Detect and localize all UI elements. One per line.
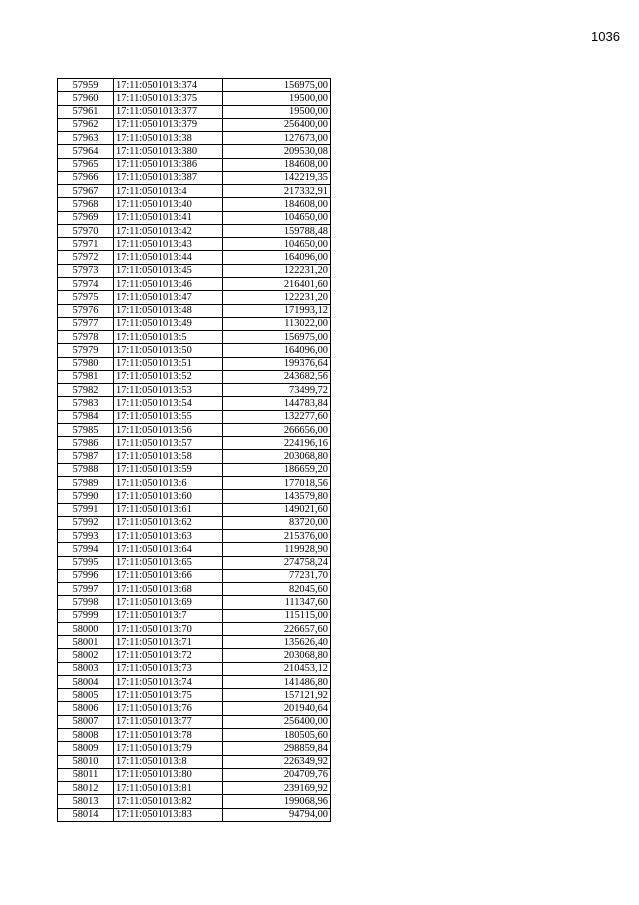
- table-row: [58, 622, 331, 635]
- row-number-cell: 57998: [58, 596, 114, 609]
- row-number-cell: 57988: [58, 463, 114, 476]
- value-cell: 94794,00: [223, 808, 331, 821]
- table-row: [58, 211, 331, 224]
- cadastral-number-cell: 17:11:0501013:59: [114, 463, 223, 476]
- row-number-cell: 57995: [58, 556, 114, 569]
- page-number: 1036: [591, 29, 620, 44]
- value-cell: 156975,00: [223, 79, 331, 92]
- row-number-cell: 58012: [58, 782, 114, 795]
- cadastral-number-cell: 17:11:0501013:45: [114, 264, 223, 277]
- value-cell: 199068,96: [223, 795, 331, 808]
- table-row: [58, 331, 331, 344]
- table-row: [58, 768, 331, 781]
- value-cell: 113022,00: [223, 317, 331, 330]
- cadastral-number-cell: 17:11:0501013:46: [114, 277, 223, 290]
- value-cell: 127673,00: [223, 132, 331, 145]
- value-cell: 243682,56: [223, 370, 331, 383]
- table-row: [58, 357, 331, 370]
- row-number-cell: 57966: [58, 171, 114, 184]
- row-number-cell: 57974: [58, 277, 114, 290]
- value-cell: 73499,72: [223, 384, 331, 397]
- row-number-cell: 57986: [58, 437, 114, 450]
- value-cell: 83720,00: [223, 516, 331, 529]
- value-cell: 201940,64: [223, 702, 331, 715]
- value-cell: 164096,00: [223, 344, 331, 357]
- value-cell: 19500,00: [223, 105, 331, 118]
- value-cell: 226657,60: [223, 622, 331, 635]
- cadastral-number-cell: 17:11:0501013:377: [114, 105, 223, 118]
- table-row: [58, 277, 331, 290]
- value-cell: 215376,00: [223, 530, 331, 543]
- row-number-cell: 58001: [58, 636, 114, 649]
- row-number-cell: 57959: [58, 79, 114, 92]
- row-number-cell: 58004: [58, 675, 114, 688]
- cadastral-number-cell: 17:11:0501013:78: [114, 729, 223, 742]
- cadastral-number-cell: 17:11:0501013:53: [114, 384, 223, 397]
- table-row: [58, 198, 331, 211]
- table-row: [58, 384, 331, 397]
- value-cell: 210453,12: [223, 662, 331, 675]
- table-row: [58, 795, 331, 808]
- cadastral-number-cell: 17:11:0501013:69: [114, 596, 223, 609]
- table-row: [58, 662, 331, 675]
- table-row: [58, 490, 331, 503]
- value-cell: 149021,60: [223, 503, 331, 516]
- cadastral-number-cell: 17:11:0501013:75: [114, 689, 223, 702]
- cadastral-number-cell: 17:11:0501013:81: [114, 782, 223, 795]
- row-number-cell: 57990: [58, 490, 114, 503]
- value-cell: 239169,92: [223, 782, 331, 795]
- row-number-cell: 57967: [58, 185, 114, 198]
- value-cell: 115115,00: [223, 609, 331, 622]
- cadastral-number-cell: 17:11:0501013:73: [114, 662, 223, 675]
- table-row: [58, 397, 331, 410]
- value-cell: 111347,60: [223, 596, 331, 609]
- value-cell: 135626,40: [223, 636, 331, 649]
- value-cell: 256400,00: [223, 715, 331, 728]
- row-number-cell: 57978: [58, 331, 114, 344]
- row-number-cell: 57962: [58, 118, 114, 131]
- table-row: [58, 782, 331, 795]
- value-cell: 203068,80: [223, 450, 331, 463]
- cadastral-number-cell: 17:11:0501013:50: [114, 344, 223, 357]
- cadastral-number-cell: 17:11:0501013:54: [114, 397, 223, 410]
- row-number-cell: 57985: [58, 423, 114, 436]
- row-number-cell: 58000: [58, 622, 114, 635]
- value-cell: 142219,35: [223, 171, 331, 184]
- value-cell: 203068,80: [223, 649, 331, 662]
- row-number-cell: 57982: [58, 384, 114, 397]
- value-cell: 104650,00: [223, 211, 331, 224]
- value-cell: 171993,12: [223, 304, 331, 317]
- cadastral-number-cell: 17:11:0501013:52: [114, 370, 223, 383]
- row-number-cell: 57961: [58, 105, 114, 118]
- cadastral-number-cell: 17:11:0501013:47: [114, 291, 223, 304]
- row-number-cell: 57991: [58, 503, 114, 516]
- table-row: [58, 569, 331, 582]
- row-number-cell: 57968: [58, 198, 114, 211]
- table-row: [58, 556, 331, 569]
- row-number-cell: 57963: [58, 132, 114, 145]
- table-row: [58, 291, 331, 304]
- cadastral-number-cell: 17:11:0501013:43: [114, 238, 223, 251]
- cadastral-number-cell: 17:11:0501013:8: [114, 755, 223, 768]
- row-number-cell: 57992: [58, 516, 114, 529]
- value-cell: 256400,00: [223, 118, 331, 131]
- cadastral-number-cell: 17:11:0501013:40: [114, 198, 223, 211]
- value-cell: 184608,00: [223, 158, 331, 171]
- value-cell: 156975,00: [223, 331, 331, 344]
- value-cell: 184608,00: [223, 198, 331, 211]
- row-number-cell: 57970: [58, 224, 114, 237]
- row-number-cell: 57964: [58, 145, 114, 158]
- row-number-cell: 57960: [58, 92, 114, 105]
- table-row: [58, 238, 331, 251]
- table-row: [58, 224, 331, 237]
- cadastral-number-cell: 17:11:0501013:76: [114, 702, 223, 715]
- row-number-cell: 57981: [58, 370, 114, 383]
- value-cell: 177018,56: [223, 476, 331, 489]
- cadastral-number-cell: 17:11:0501013:374: [114, 79, 223, 92]
- cadastral-number-cell: 17:11:0501013:6: [114, 476, 223, 489]
- value-cell: 199376,64: [223, 357, 331, 370]
- cadastral-number-cell: 17:11:0501013:79: [114, 742, 223, 755]
- value-cell: 274758,24: [223, 556, 331, 569]
- row-number-cell: 57983: [58, 397, 114, 410]
- table-row: [58, 675, 331, 688]
- row-number-cell: 57994: [58, 543, 114, 556]
- row-number-cell: 57989: [58, 476, 114, 489]
- value-cell: 141486,80: [223, 675, 331, 688]
- row-number-cell: 57997: [58, 583, 114, 596]
- value-cell: 82045,60: [223, 583, 331, 596]
- cadastral-number-cell: 17:11:0501013:51: [114, 357, 223, 370]
- row-number-cell: 58011: [58, 768, 114, 781]
- value-cell: 217332,91: [223, 185, 331, 198]
- cadastral-number-cell: 17:11:0501013:74: [114, 675, 223, 688]
- cadastral-number-cell: 17:11:0501013:71: [114, 636, 223, 649]
- cadastral-number-cell: 17:11:0501013:41: [114, 211, 223, 224]
- table-row: [58, 450, 331, 463]
- row-number-cell: 58013: [58, 795, 114, 808]
- row-number-cell: 57973: [58, 264, 114, 277]
- value-cell: 298859,84: [223, 742, 331, 755]
- row-number-cell: 58003: [58, 662, 114, 675]
- row-number-cell: 57993: [58, 530, 114, 543]
- value-cell: 144783,84: [223, 397, 331, 410]
- row-number-cell: 57980: [58, 357, 114, 370]
- table-row: [58, 118, 331, 131]
- row-number-cell: 58002: [58, 649, 114, 662]
- table-row: [58, 808, 331, 821]
- table-row: [58, 583, 331, 596]
- table-row: [58, 370, 331, 383]
- table-row: [58, 609, 331, 622]
- cadastral-number-cell: 17:11:0501013:49: [114, 317, 223, 330]
- row-number-cell: 58007: [58, 715, 114, 728]
- table-row: [58, 437, 331, 450]
- row-number-cell: 58006: [58, 702, 114, 715]
- table-row: [58, 317, 331, 330]
- cadastral-number-cell: 17:11:0501013:61: [114, 503, 223, 516]
- table-row: [58, 755, 331, 768]
- value-cell: 164096,00: [223, 251, 331, 264]
- cadastral-number-cell: 17:11:0501013:42: [114, 224, 223, 237]
- value-cell: 132277,60: [223, 410, 331, 423]
- row-number-cell: 57999: [58, 609, 114, 622]
- row-number-cell: 57976: [58, 304, 114, 317]
- cadastral-number-cell: 17:11:0501013:55: [114, 410, 223, 423]
- cadastral-number-cell: 17:11:0501013:58: [114, 450, 223, 463]
- table-row: [58, 596, 331, 609]
- cadastral-number-cell: 17:11:0501013:68: [114, 583, 223, 596]
- table-row: [58, 649, 331, 662]
- table-row: [58, 702, 331, 715]
- value-cell: 226349,92: [223, 755, 331, 768]
- table-row: [58, 423, 331, 436]
- table-row: [58, 476, 331, 489]
- table-row: [58, 264, 331, 277]
- cadastral-number-cell: 17:11:0501013:82: [114, 795, 223, 808]
- table-row: [58, 516, 331, 529]
- value-cell: 224196,16: [223, 437, 331, 450]
- table-row: [58, 543, 331, 556]
- table-row: [58, 79, 331, 92]
- value-cell: 19500,00: [223, 92, 331, 105]
- row-number-cell: 57965: [58, 158, 114, 171]
- table-row: [58, 729, 331, 742]
- cadastral-number-cell: 17:11:0501013:5: [114, 331, 223, 344]
- cadastral-number-cell: 17:11:0501013:48: [114, 304, 223, 317]
- cadastral-number-cell: 17:11:0501013:62: [114, 516, 223, 529]
- table-row: [58, 304, 331, 317]
- value-cell: 180505,60: [223, 729, 331, 742]
- cadastral-number-cell: 17:11:0501013:44: [114, 251, 223, 264]
- row-number-cell: 57984: [58, 410, 114, 423]
- table-row: [58, 689, 331, 702]
- cadastral-number-cell: 17:11:0501013:60: [114, 490, 223, 503]
- table-row: [58, 158, 331, 171]
- table-row: [58, 185, 331, 198]
- row-number-cell: 57969: [58, 211, 114, 224]
- table-row: [58, 410, 331, 423]
- table-row: [58, 742, 331, 755]
- table-row: [58, 145, 331, 158]
- table-row: [58, 636, 331, 649]
- cadastral-number-cell: 17:11:0501013:65: [114, 556, 223, 569]
- table-row: [58, 171, 331, 184]
- row-number-cell: 58014: [58, 808, 114, 821]
- value-cell: 122231,20: [223, 291, 331, 304]
- cadastral-number-cell: 17:11:0501013:57: [114, 437, 223, 450]
- row-number-cell: 57971: [58, 238, 114, 251]
- table-row: [58, 463, 331, 476]
- row-number-cell: 57972: [58, 251, 114, 264]
- row-number-cell: 58009: [58, 742, 114, 755]
- value-cell: 77231,70: [223, 569, 331, 582]
- table-row: [58, 105, 331, 118]
- value-cell: 216401,60: [223, 277, 331, 290]
- row-number-cell: 57975: [58, 291, 114, 304]
- cadastral-number-cell: 17:11:0501013:387: [114, 171, 223, 184]
- cadastral-number-cell: 17:11:0501013:379: [114, 118, 223, 131]
- cadastral-number-cell: 17:11:0501013:80: [114, 768, 223, 781]
- cadastral-number-cell: 17:11:0501013:63: [114, 530, 223, 543]
- row-number-cell: 58010: [58, 755, 114, 768]
- value-cell: 104650,00: [223, 238, 331, 251]
- table-body: [58, 79, 331, 822]
- table-row: [58, 251, 331, 264]
- cadastral-number-cell: 17:11:0501013:38: [114, 132, 223, 145]
- cadastral-number-cell: 17:11:0501013:66: [114, 569, 223, 582]
- cadastral-number-cell: 17:11:0501013:77: [114, 715, 223, 728]
- row-number-cell: 57977: [58, 317, 114, 330]
- row-number-cell: 57979: [58, 344, 114, 357]
- table-row: [58, 344, 331, 357]
- cadastral-number-cell: 17:11:0501013:7: [114, 609, 223, 622]
- cadastral-number-cell: 17:11:0501013:4: [114, 185, 223, 198]
- cadastral-number-cell: 17:11:0501013:56: [114, 423, 223, 436]
- table-row: [58, 132, 331, 145]
- cadastral-number-cell: 17:11:0501013:72: [114, 649, 223, 662]
- value-cell: 122231,20: [223, 264, 331, 277]
- cadastral-number-cell: 17:11:0501013:380: [114, 145, 223, 158]
- row-number-cell: 57987: [58, 450, 114, 463]
- cadastral-number-cell: 17:11:0501013:375: [114, 92, 223, 105]
- value-cell: 159788,48: [223, 224, 331, 237]
- row-number-cell: 57996: [58, 569, 114, 582]
- table-row: [58, 530, 331, 543]
- value-cell: 204709,76: [223, 768, 331, 781]
- table-row: [58, 715, 331, 728]
- value-cell: 157121,92: [223, 689, 331, 702]
- value-cell: 186659,20: [223, 463, 331, 476]
- value-cell: 143579,80: [223, 490, 331, 503]
- cadastral-number-cell: 17:11:0501013:70: [114, 622, 223, 635]
- value-cell: 209530,08: [223, 145, 331, 158]
- row-number-cell: 58008: [58, 729, 114, 742]
- cadastral-number-cell: 17:11:0501013:386: [114, 158, 223, 171]
- table-row: [58, 503, 331, 516]
- cadastral-number-cell: 17:11:0501013:64: [114, 543, 223, 556]
- value-cell: 266656,00: [223, 423, 331, 436]
- table-row: [58, 92, 331, 105]
- value-cell: 119928,90: [223, 543, 331, 556]
- cadastral-number-cell: 17:11:0501013:83: [114, 808, 223, 821]
- data-table: [57, 78, 331, 822]
- row-number-cell: 58005: [58, 689, 114, 702]
